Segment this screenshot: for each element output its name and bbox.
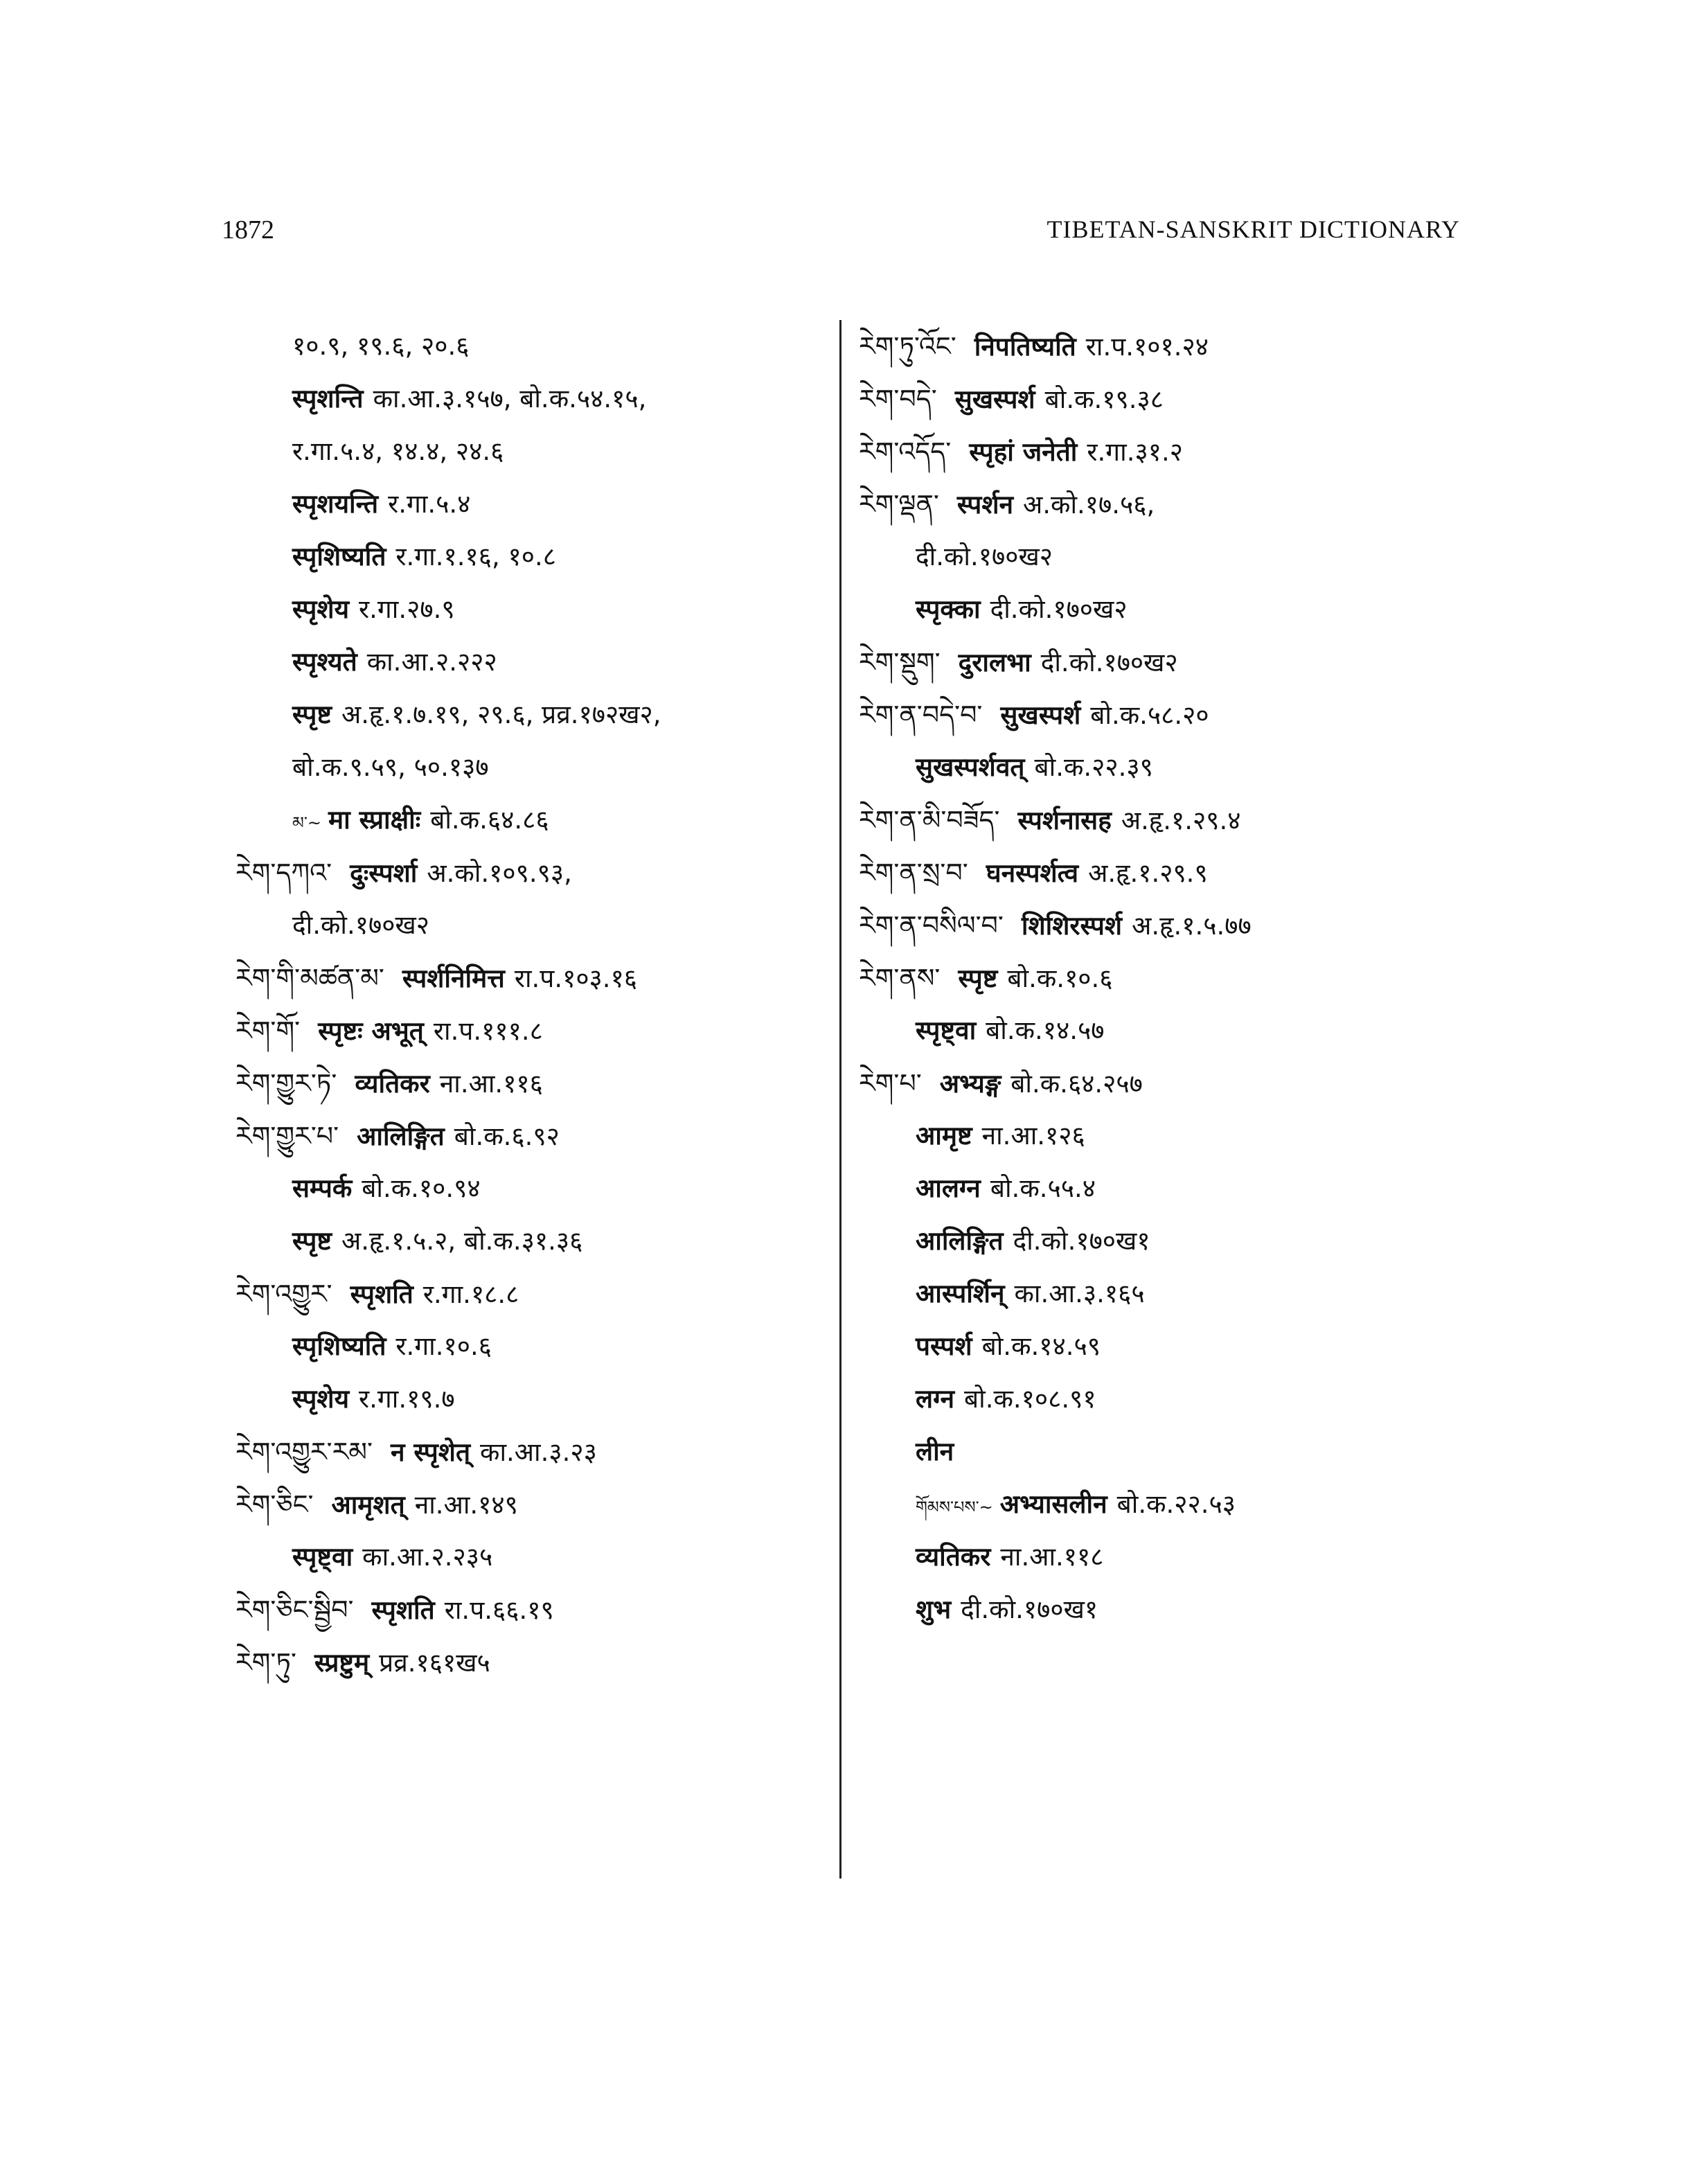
- sanskrit-term: अभ्यङ्ग: [939, 1069, 1001, 1099]
- dictionary-line: [859, 689, 1482, 741]
- dictionary-line: [859, 583, 1482, 636]
- tibetan-headword: རེག་ལྡན་: [859, 489, 939, 520]
- sanskrit-term: स्पृशन्ति: [292, 384, 364, 414]
- source-reference: बो.क.१०.६: [1007, 964, 1113, 993]
- dictionary-line: [235, 1215, 824, 1268]
- sanskrit-term: निपतिष्यति: [974, 332, 1076, 362]
- source-reference: दी.को.१७०ख२: [916, 542, 1053, 571]
- dictionary-line: [235, 689, 824, 741]
- tibetan-headword: རེག་པ་: [859, 1068, 922, 1099]
- sanskrit-term: न स्पृशेत्: [390, 1437, 471, 1467]
- dictionary-line: [235, 1268, 824, 1320]
- sanskrit-term: घनस्पर्शत्व: [986, 858, 1079, 888]
- sanskrit-term: व्यतिकर: [916, 1542, 991, 1572]
- dictionary-line: [235, 1531, 824, 1583]
- source-reference: र.गा.१९.७: [359, 1384, 455, 1414]
- sanskrit-term: स्पृशिष्यति: [292, 1331, 386, 1361]
- dictionary-line: [859, 425, 1482, 478]
- dictionary-line: [859, 846, 1482, 899]
- sanskrit-term: स्पृष्ट: [292, 1226, 332, 1256]
- sanskrit-term: लग्न: [916, 1384, 955, 1414]
- dictionary-line: [235, 478, 824, 531]
- tibetan-headword: རེག་གོ་: [235, 1015, 301, 1046]
- dictionary-line: [235, 320, 824, 373]
- tibetan-headword: རེག་དཀའ་: [235, 858, 332, 888]
- sanskrit-term: स्पृहां जनेती: [969, 437, 1078, 467]
- source-reference: बो.क.१०.९४: [362, 1173, 481, 1203]
- dictionary-line: [235, 531, 824, 583]
- dictionary-line: [235, 636, 824, 689]
- sanskrit-term: स्पृष्ट: [292, 700, 332, 729]
- source-reference: रा.प.१०१.२४: [1085, 332, 1209, 362]
- sanskrit-term: आस्पर्शिन्: [916, 1279, 1005, 1308]
- sanskrit-term: स्पृष्ट: [958, 964, 998, 993]
- dictionary-line: [235, 794, 824, 846]
- dictionary-line: [235, 1583, 824, 1636]
- source-reference: ना.आ.१२६: [981, 1121, 1085, 1151]
- dictionary-line: [235, 741, 824, 794]
- dictionary-line: [235, 899, 824, 952]
- source-reference: अ.हृ.१.५.७७: [1132, 911, 1252, 941]
- dictionary-line: [859, 531, 1482, 583]
- source-reference: दी.को.१७०ख२: [1040, 648, 1178, 677]
- sanskrit-term: शुभ: [916, 1595, 952, 1624]
- source-reference: प्रव्र.१६१ख५: [379, 1648, 490, 1678]
- sanskrit-term: आलिङ्गित: [357, 1121, 445, 1151]
- sanskrit-term: पस्पर्श: [916, 1331, 972, 1361]
- dictionary-line: [235, 1373, 824, 1426]
- dictionary-line: [235, 1057, 824, 1110]
- source-reference: ना.आ.११८: [1000, 1542, 1104, 1572]
- dictionary-line: [859, 1478, 1482, 1531]
- dictionary-line: [235, 1320, 824, 1373]
- left-column: [235, 320, 824, 1689]
- tibetan-headword: རེག་ཅིང་སྦྱིབ་: [235, 1595, 354, 1625]
- tibetan-headword: རེག་སྡུག་: [859, 647, 941, 677]
- source-reference: र.गा.१०.६: [395, 1331, 492, 1361]
- dictionary-line: [859, 636, 1482, 689]
- source-reference: अ.को.१०९.९३,: [427, 858, 572, 888]
- sanskrit-term: आलिङ्गित: [916, 1226, 1004, 1256]
- source-reference: बो.क.५५.४: [990, 1173, 1096, 1203]
- tibetan-headword: རེག་ཏུ་: [235, 1647, 296, 1678]
- source-reference: बो.क.६४.८६: [430, 805, 549, 835]
- source-reference: बो.क.२२.३९: [1034, 752, 1153, 782]
- source-reference: बो.क.१४.५९: [981, 1331, 1101, 1361]
- source-reference: अ.हृ.१.५.२, बो.क.३१.३६: [341, 1226, 583, 1256]
- dictionary-line: [235, 1426, 824, 1478]
- sanskrit-term: आमृशत्: [331, 1490, 405, 1520]
- tibetan-headword: རེག་ཏུ་འོང་: [859, 331, 956, 362]
- sanskrit-term: लीन: [916, 1437, 954, 1466]
- tibetan-headword: རེག་ན་བདེ་བ་: [859, 700, 983, 730]
- right-column: [859, 320, 1482, 1636]
- dictionary-line: [859, 952, 1482, 1004]
- dictionary-line: [859, 1268, 1482, 1320]
- source-reference: बो.क.१४.५७: [986, 1015, 1105, 1045]
- source-reference: रा.प.१०३.१६: [514, 964, 638, 993]
- source-reference: बो.क.६.९२: [454, 1121, 560, 1151]
- dictionary-line: [235, 952, 824, 1004]
- sanskrit-term: स्पृष्टः अभूत्: [318, 1016, 424, 1046]
- dictionary-line: [859, 741, 1482, 794]
- sanskrit-term: व्यतिकर: [355, 1069, 430, 1099]
- dictionary-line: [859, 1162, 1482, 1215]
- source-reference: दी.को.१७०ख२: [292, 910, 429, 940]
- sanskrit-term: सुखस्पर्श: [954, 384, 1035, 414]
- tibetan-headword: རེག་ན་བསིལ་བ་: [859, 910, 1004, 941]
- page-number: 1872: [222, 215, 274, 245]
- source-reference: का.आ.२.२२२: [366, 647, 497, 677]
- dictionary-line: [235, 1110, 824, 1162]
- sanskrit-term: अभ्यासलीन: [999, 1489, 1107, 1519]
- sanskrit-term: स्पृशेय: [292, 1384, 350, 1414]
- sanskrit-term: दुःस्पर्शा: [350, 858, 418, 888]
- sanskrit-term: स्पृशति: [350, 1279, 413, 1309]
- tibetan-headword: རེག་བདེ་: [859, 384, 937, 414]
- page-header: [0, 215, 1701, 256]
- tibetan-headword: རེག་ན་མི་བཟོད་: [859, 805, 1000, 835]
- source-reference: र.गा.१८.८: [422, 1279, 519, 1309]
- tibetan-prefix: གོམས་པས་~: [916, 1498, 993, 1517]
- tibetan-headword: རེག་ན་སྲ་བ་: [859, 858, 968, 888]
- sanskrit-term: आमृष्ट: [916, 1121, 972, 1151]
- sanskrit-term: स्पर्शनिमित्त: [402, 964, 505, 993]
- source-reference: बो.क.१९.३८: [1044, 384, 1164, 414]
- dictionary-line: [235, 1004, 824, 1057]
- sanskrit-term: स्पर्शन: [956, 490, 1014, 520]
- dictionary-line: [859, 1110, 1482, 1162]
- source-reference: १०.९, १९.६, २०.६: [292, 331, 470, 361]
- dictionary-line: [859, 1004, 1482, 1057]
- dictionary-line: [859, 1057, 1482, 1110]
- sanskrit-term: स्पृशिष्यति: [292, 542, 386, 571]
- dictionary-line: [859, 1373, 1482, 1426]
- source-reference: र.गा.३१.२: [1087, 437, 1183, 467]
- sanskrit-term: सुखस्पर्शवत्: [916, 752, 1025, 782]
- source-reference: बो.क.१०८.९१: [964, 1384, 1096, 1414]
- sanskrit-term: सम्पर्क: [292, 1173, 353, 1203]
- source-reference: र.गा.१.१६, १०.८: [395, 542, 556, 571]
- dictionary-line: [859, 1426, 1482, 1478]
- dictionary-line: [235, 583, 824, 636]
- source-reference: का.आ.३.१६५: [1014, 1279, 1145, 1308]
- source-reference: दी.को.१७०ख१: [961, 1595, 1098, 1624]
- source-reference: बो.क.६४.२५७: [1010, 1069, 1143, 1099]
- running-title: TIBETAN-SANSKRIT DICTIONARY: [1047, 215, 1460, 243]
- dictionary-line: [859, 899, 1482, 952]
- source-reference: र.गा.५.४: [388, 489, 471, 519]
- dictionary-line: [235, 425, 824, 478]
- sanskrit-term: स्पृष्ट्वा: [916, 1015, 977, 1045]
- tibetan-headword: རེག་གྱུར་པ་: [235, 1121, 339, 1151]
- source-reference: रा.प.१११.८: [433, 1016, 543, 1046]
- tibetan-prefix: མ་~: [292, 813, 321, 833]
- dictionary-line: [859, 1583, 1482, 1636]
- dictionary-line: [859, 1215, 1482, 1268]
- source-reference: रा.प.६६.१९: [444, 1595, 554, 1625]
- source-reference: ना.आ.१४९: [414, 1490, 518, 1520]
- dictionary-line: [235, 846, 824, 899]
- source-reference: का.आ.३.१५७, बो.क.५४.१५,: [373, 384, 647, 414]
- source-reference: ना.आ.११६: [439, 1069, 543, 1099]
- dictionary-line: [859, 373, 1482, 425]
- dictionary-line: [235, 1478, 824, 1531]
- sanskrit-term: स्पृश्यते: [292, 647, 357, 677]
- sanskrit-term: स्पृक्का: [916, 594, 981, 624]
- source-reference: बो.क.५८.२०: [1090, 700, 1209, 730]
- source-reference: बो.क.९.५९, ५०.१३७: [292, 752, 489, 782]
- column-divider: [839, 320, 841, 1879]
- dictionary-line: [235, 373, 824, 425]
- source-reference: दी.को.१७०ख१: [1013, 1226, 1150, 1256]
- sanskrit-term: सुखस्पर्श: [1000, 700, 1081, 730]
- source-reference: र.गा.५.४, १४.४, २४.६: [292, 436, 504, 466]
- tibetan-headword: རེག་འདོད་: [859, 436, 952, 467]
- sanskrit-term: स्पृशयन्ति: [292, 489, 379, 519]
- source-reference: र.गा.२७.९: [359, 594, 455, 624]
- sanskrit-term: स्प्रष्टुम्: [314, 1648, 370, 1678]
- sanskrit-term: स्पृशति: [371, 1595, 435, 1625]
- dictionary-line: [859, 320, 1482, 373]
- dictionary-line: [859, 1320, 1482, 1373]
- dictionary-line: [235, 1636, 824, 1689]
- sanskrit-term: स्पृशेय: [292, 594, 350, 624]
- dictionary-line: [859, 794, 1482, 846]
- sanskrit-term: मा स्प्राक्षीः: [328, 805, 421, 835]
- tibetan-headword: རེག་འགྱུར་རམ་: [235, 1437, 373, 1467]
- dictionary-line: [235, 1162, 824, 1215]
- tibetan-headword: རེག་གྱུར་ཏེ་: [235, 1068, 337, 1099]
- tibetan-headword: རེག་འགྱུར་: [235, 1279, 332, 1309]
- tibetan-headword: རེག་གི་མཚན་མ་: [235, 963, 384, 993]
- source-reference: अ.को.१७.५६,: [1023, 490, 1155, 520]
- sanskrit-term: स्पृष्ट्वा: [292, 1542, 353, 1572]
- sanskrit-term: शिशिरस्पर्श: [1021, 911, 1123, 941]
- tibetan-headword: རེག་ཅིང་: [235, 1489, 314, 1520]
- dictionary-line: [859, 478, 1482, 531]
- sanskrit-term: दुरालभा: [958, 648, 1031, 677]
- source-reference: अ.हृ.१.७.१९, २९.६, प्रव्र.१७२ख२,: [341, 700, 661, 729]
- dictionary-line: [859, 1531, 1482, 1583]
- sanskrit-term: आलग्न: [916, 1173, 981, 1203]
- source-reference: का.आ.२.२३५: [362, 1542, 493, 1572]
- source-reference: बो.क.२२.५३: [1116, 1489, 1236, 1519]
- sanskrit-term: स्पर्शनासह: [1017, 806, 1112, 835]
- source-reference: का.आ.३.२३: [480, 1437, 597, 1467]
- source-reference: अ.हृ.१.२९.९: [1088, 858, 1208, 888]
- source-reference: दी.को.१७०ख२: [990, 594, 1128, 624]
- source-reference: अ.हृ.१.२९.४: [1121, 806, 1241, 835]
- tibetan-headword: རེག་ནས་: [859, 963, 941, 993]
